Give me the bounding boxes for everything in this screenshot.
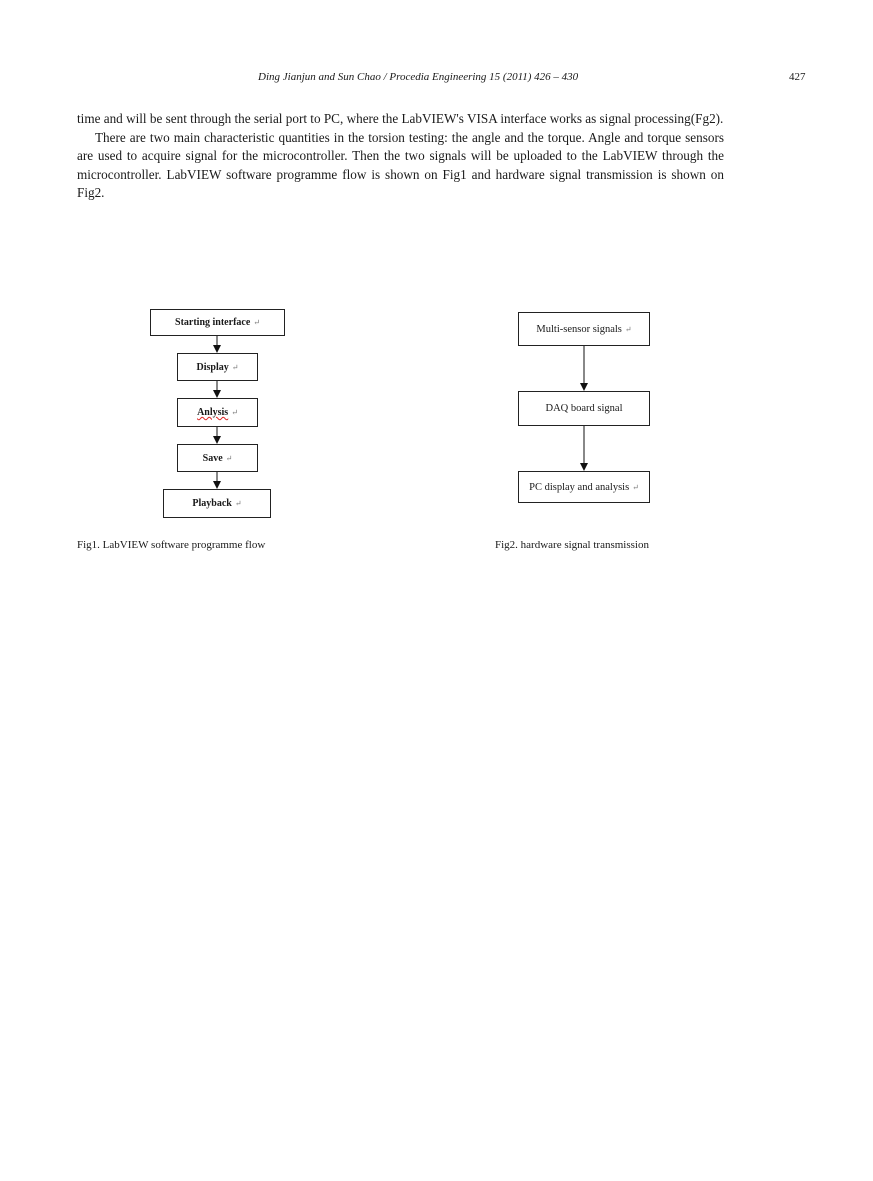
- fig2-step-daq-board: DAQ board signal: [518, 391, 650, 426]
- fig2-step-pc-display: PC display and analysis ↵: [518, 471, 650, 503]
- fig1-caption: Fig1. LabVIEW software programme flow: [77, 539, 266, 551]
- paragraph-1: time and will be sent through the serial port to PC, where the LabVIEW's VISA interface works as signal processing(Fg2).: [77, 111, 724, 126]
- fig1-step-analysis: Anlysis ↵: [177, 398, 258, 427]
- page-number: 427: [789, 71, 806, 83]
- fig1-step-starting-interface: Starting interface ↵: [150, 309, 285, 336]
- fig2-caption: Fig2. hardware signal transmission: [495, 539, 649, 551]
- fig2-step-multi-sensor: Multi-sensor signals ↵: [518, 312, 650, 346]
- fig1-step-playback: Playback ↵: [163, 489, 271, 518]
- running-title: Ding Jianjun and Sun Chao / Procedia Engineering 15 (2011) 426 – 430: [258, 71, 579, 83]
- paragraph-2: There are two main characteristic quantities in the torsion testing: the angle and the torque. Angle and torque sensors are used to acquire signal for the microcontroller. Then the two signals will be uploaded to the LabVIEW through the microcontroller. LabVIEW software programme flow is shown on Fig1 and hardware signal transmission is shown on Fig2.: [77, 129, 724, 200]
- fig1-step-save: Save ↵: [177, 444, 258, 472]
- fig1-step-display: Display ↵: [177, 353, 258, 381]
